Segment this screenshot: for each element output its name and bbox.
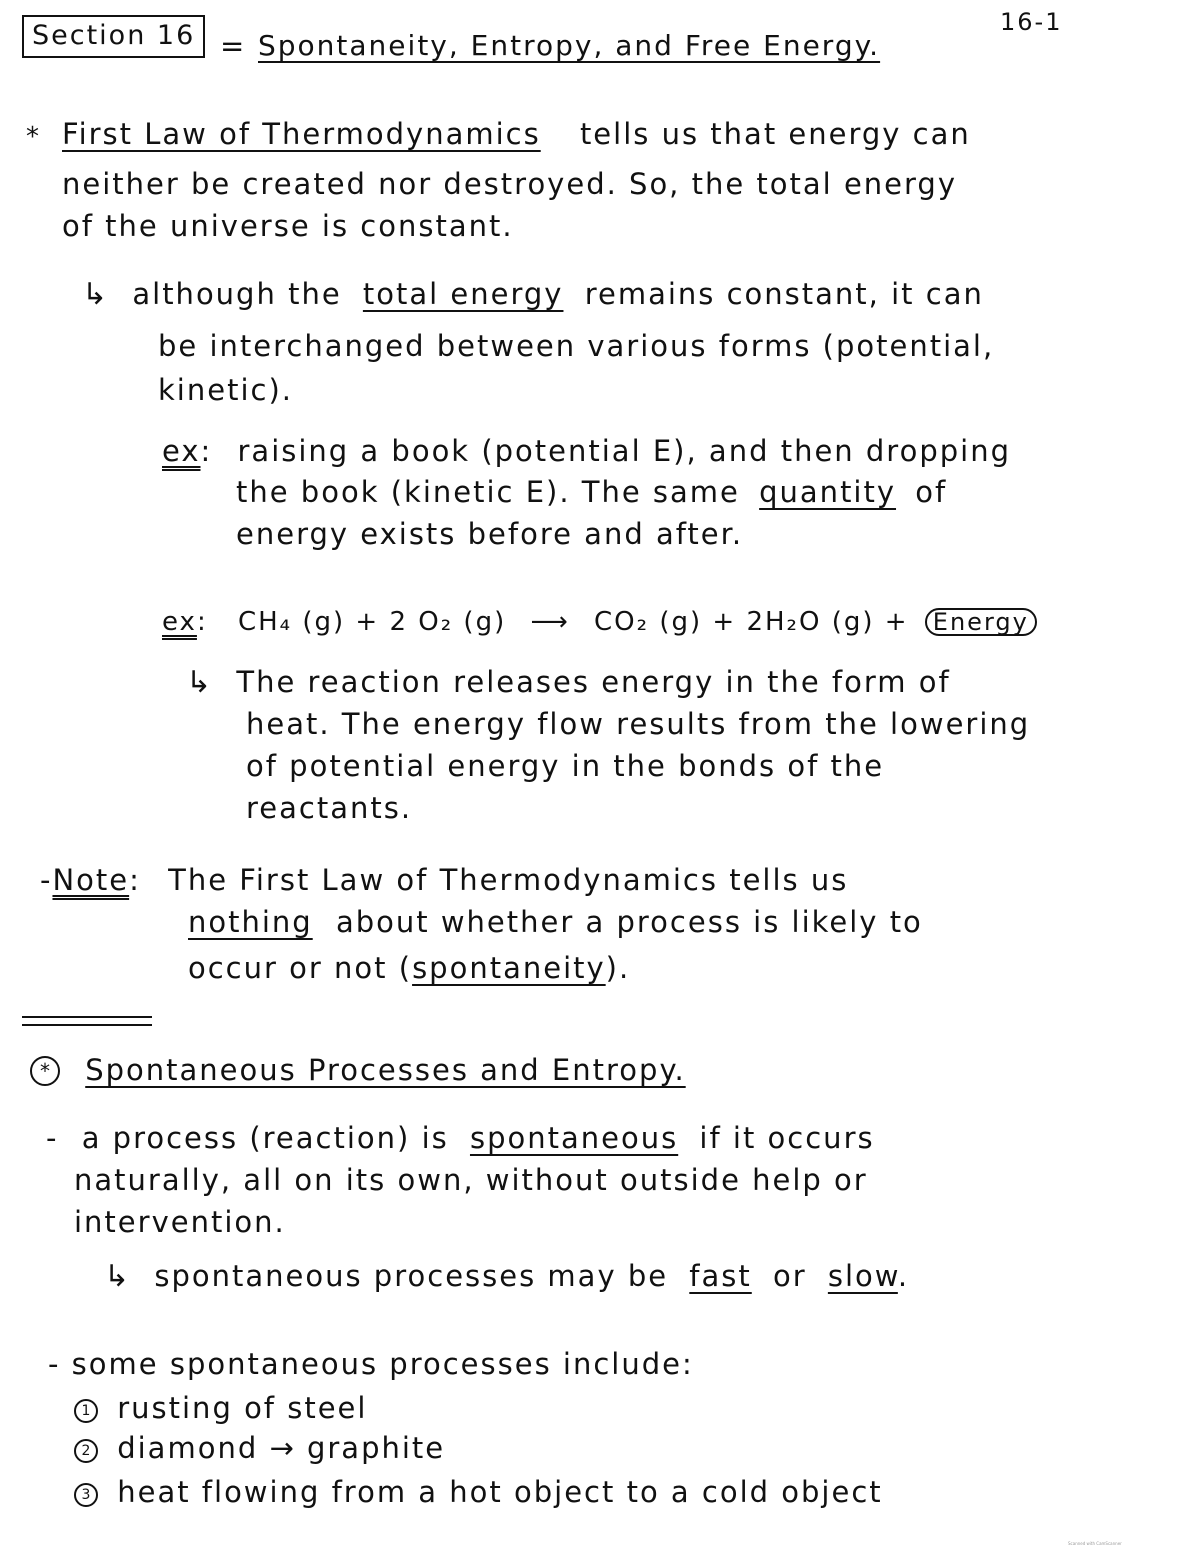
turn-arrow-icon: ↳: [104, 1259, 132, 1294]
total-energy-term: total energy: [362, 277, 564, 311]
note-line-3: [188, 951, 631, 985]
spontaneous-term: spontaneous: [469, 1121, 679, 1155]
example-2-line-2: heat. The energy flow results from the lowering: [246, 707, 1031, 741]
interchange-line-2: be interchanged between various forms (potential,: [158, 329, 995, 363]
fast-term: fast: [689, 1259, 752, 1293]
spontaneous-heading-line: [30, 1053, 686, 1087]
page-title: Spontaneity, Entropy, and Free Energy.: [258, 29, 881, 62]
interchange-line-3: kinetic).: [158, 373, 293, 407]
circled-number-3: 3: [74, 1483, 98, 1507]
first-law-line-2: neither be created nor destroyed. So, the total energy: [62, 167, 958, 201]
products: CO₂ (g) + 2H₂O (g) +: [594, 607, 909, 637]
reaction-arrow-icon: ⟶: [530, 607, 570, 637]
note-line-3-pre: occur or not (: [188, 951, 413, 985]
star-bullet: *: [26, 122, 41, 152]
section-label: Section 16: [22, 15, 205, 58]
page-number: 16-1: [1000, 8, 1063, 36]
divider-bottom: [22, 1024, 152, 1026]
note-label: Note: [52, 863, 130, 897]
note-text-2: about whether a process is likely to: [335, 905, 923, 939]
example-1-line-1: [162, 434, 1011, 468]
slow-term: slow: [827, 1259, 898, 1293]
first-law-line-1: [62, 117, 971, 151]
definition-line-2: naturally, all on its own, without outside help or: [74, 1163, 868, 1197]
example-2-label: ex: [162, 607, 197, 637]
spontaneous-heading: Spontaneous Processes and Entropy.: [85, 1053, 686, 1087]
speed-or: or: [772, 1259, 807, 1293]
first-law-line-3: of the universe is constant.: [62, 209, 514, 243]
list-item-text: rusting of steel: [117, 1391, 368, 1425]
definition-pre: a process (reaction) is: [81, 1121, 449, 1155]
first-law-term: First Law of Thermodynamics: [62, 117, 541, 151]
turn-arrow-icon: ↳: [82, 277, 110, 312]
speed-end: .: [897, 1259, 910, 1293]
list-item: [74, 1475, 883, 1509]
example-2-equation: [162, 608, 1037, 636]
definition-line-3: intervention.: [74, 1205, 286, 1239]
example-2-line-3: of potential energy in the bonds of the: [246, 749, 885, 783]
definition-dash: -: [46, 1121, 59, 1155]
definition-line-1: [46, 1121, 875, 1155]
first-law-line-1-rest: tells us that energy can: [579, 117, 971, 151]
quantity-term: quantity: [759, 475, 897, 509]
example-1-colon: :: [200, 434, 213, 468]
example-1-text-1: raising a book (potential E), and then dropping: [237, 434, 1011, 468]
circled-number-1: 1: [74, 1399, 98, 1423]
interchange-post: remains constant, it can: [584, 277, 984, 311]
speed-pre: spontaneous processes may be: [154, 1259, 669, 1293]
example-2-text-1: The reaction releases energy in the form of: [236, 665, 951, 699]
list-item-text: diamond → graphite: [117, 1431, 446, 1465]
circled-number-2: 2: [74, 1439, 98, 1463]
spontaneity-term: spontaneity: [412, 951, 606, 985]
example-2-line-1: [186, 665, 951, 700]
example-2-line-4: reactants.: [246, 791, 413, 825]
note-dash: -: [40, 863, 53, 897]
header-equals: =: [220, 29, 247, 63]
reactants: CH₄ (g) + 2 O₂ (g): [237, 607, 507, 637]
note-text-1: The First Law of Thermodynamics tells us: [168, 863, 849, 897]
list-item: [74, 1431, 446, 1465]
example-1-line-2-pre: the book (kinetic E). The same: [236, 475, 740, 509]
example-1-line-3: energy exists before and after.: [236, 517, 744, 551]
note-line-2: [188, 905, 923, 939]
interchange-pre: although the: [132, 277, 342, 311]
list-item: [74, 1391, 368, 1425]
example-2-colon: :: [196, 607, 208, 637]
scanner-footer: Scanned with CamScanner: [1068, 1541, 1122, 1546]
divider-top: [22, 1016, 152, 1018]
interchange-line-1: [82, 277, 984, 312]
example-1-line-2: [236, 475, 948, 509]
note-colon: :: [129, 863, 141, 897]
energy-cloud: Energy: [925, 608, 1037, 636]
definition-post: if it occurs: [699, 1121, 875, 1155]
note-line-1: [40, 863, 849, 897]
turn-arrow-icon: ↳: [186, 665, 214, 700]
speed-line: [104, 1259, 910, 1294]
note-line-3-post: ).: [605, 951, 631, 985]
circled-star-icon: *: [30, 1056, 60, 1086]
nothing-term: nothing: [188, 905, 313, 939]
example-1-label: ex: [162, 434, 201, 468]
list-item-text: heat flowing from a hot object to a cold object: [117, 1475, 883, 1509]
list-intro: - some spontaneous processes include:: [48, 1347, 694, 1381]
section-label-box: [22, 22, 205, 49]
example-1-line-2-post: of: [915, 475, 948, 509]
